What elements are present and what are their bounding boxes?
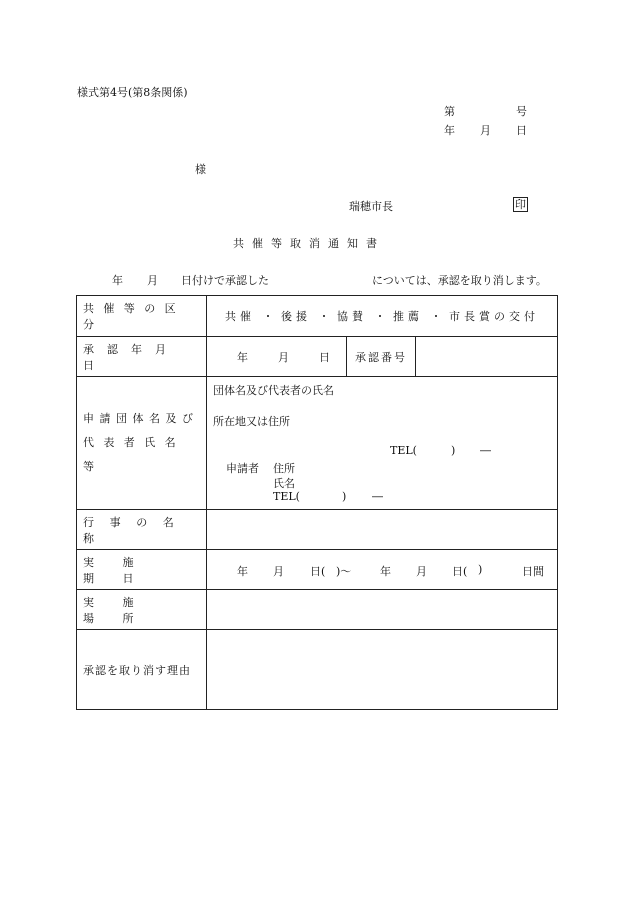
approval-day: 日 <box>319 350 330 364</box>
event-name-label: 行事の名称 <box>83 515 190 545</box>
approval-date-label-cell <box>77 337 207 377</box>
option-separator: ・ <box>262 310 274 323</box>
venue-cell[interactable] <box>207 590 558 630</box>
category-label-text: 共催等の区分 <box>83 302 185 331</box>
document-number-prefix: 第 <box>444 105 455 118</box>
option-mayor-award[interactable]: 市長賞の交付 <box>449 310 539 323</box>
event-name-label-cell <box>77 510 207 550</box>
issuer-name: 瑞穂市長 <box>349 200 393 213</box>
applicant-name-label: 氏名 <box>273 477 295 490</box>
period-day-1: 日( <box>310 564 326 578</box>
event-name-cell[interactable] <box>207 510 558 550</box>
address-label: 所在地又は住所 <box>213 415 290 428</box>
period-year-2: 年 <box>380 564 391 578</box>
applicant-label-cell <box>77 377 207 510</box>
period-paren-2: ) <box>478 562 483 576</box>
category-options-cell[interactable] <box>207 296 558 337</box>
venue-label: 実施場所 <box>83 595 162 625</box>
period-days: 日間 <box>522 564 544 578</box>
intro-date-text: 日付けで承認した <box>181 274 269 287</box>
date-month: 月 <box>480 124 491 137</box>
option-kyosan[interactable]: 協賛 <box>337 310 367 323</box>
option-koen[interactable]: 後援 <box>281 310 311 323</box>
applicant-detail-cell[interactable] <box>207 377 558 510</box>
approval-month: 月 <box>278 350 289 364</box>
applicant-role-label: 申請者 <box>226 462 259 475</box>
category-label-cell <box>77 296 207 337</box>
row-venue <box>77 590 558 630</box>
approval-year: 年 <box>237 350 248 364</box>
period-month-2: 月 <box>416 564 427 578</box>
tel1-dash: ― <box>480 444 491 457</box>
approval-date-cell[interactable] <box>207 337 347 377</box>
row-category <box>77 296 558 337</box>
row-reason <box>77 630 558 710</box>
tel2-prefix: TEL( <box>273 490 300 503</box>
approval-number-label-cell <box>347 337 416 377</box>
period-label-cell <box>77 550 207 590</box>
tel2-paren: ) <box>342 490 347 503</box>
approval-date-label: 承認年月日 <box>83 342 179 372</box>
tel1-prefix: TEL( <box>390 444 417 457</box>
org-name-label: 団体名及び代表者の氏名 <box>213 384 334 397</box>
option-separator: ・ <box>430 310 442 323</box>
period-label: 実施期日 <box>83 555 162 585</box>
venue-label-cell <box>77 590 207 630</box>
seal-mark: 印 <box>515 198 526 211</box>
intro-year: 年 <box>112 274 123 287</box>
period-cell[interactable] <box>207 550 558 590</box>
cancellation-form-table <box>76 295 558 710</box>
date-day: 日 <box>516 124 527 137</box>
option-separator: ・ <box>318 310 330 323</box>
row-approval <box>77 337 558 377</box>
category-options <box>225 308 539 324</box>
document-number-suffix: 号 <box>516 105 527 118</box>
period-paren-1: )～ <box>336 564 352 578</box>
addressee-suffix: 様 <box>195 163 206 176</box>
document-title: 共催等取消通知書 <box>233 237 385 250</box>
row-period <box>77 550 558 590</box>
applicant-address-label: 住所 <box>273 462 295 475</box>
approval-number-label: 承認番号 <box>355 350 407 364</box>
tel1-paren: ) <box>451 444 456 457</box>
intro-tail: については、承認を取り消します。 <box>372 274 547 287</box>
reason-cell[interactable] <box>207 630 558 710</box>
category-label <box>83 300 200 332</box>
option-kyosai[interactable]: 共催 <box>225 310 255 323</box>
row-applicant <box>77 377 558 510</box>
period-year-1: 年 <box>237 564 248 578</box>
approval-number-cell[interactable] <box>416 337 558 377</box>
applicant-label-line2: 代表者氏名等 <box>83 436 185 473</box>
reason-label: 承認を取り消す理由 <box>83 663 191 677</box>
applicant-label-line1: 申請団体名及び <box>83 412 199 425</box>
row-event-name <box>77 510 558 550</box>
option-suisen[interactable]: 推薦 <box>393 310 423 323</box>
reason-label-cell <box>77 630 207 710</box>
date-year: 年 <box>444 124 455 137</box>
tel2-dash: ― <box>372 490 383 503</box>
period-month-1: 月 <box>273 564 284 578</box>
period-day-2: 日( <box>452 564 468 578</box>
intro-month: 月 <box>147 274 158 287</box>
form-number: 様式第4号(第8条関係) <box>77 86 188 99</box>
option-separator: ・ <box>374 310 386 323</box>
